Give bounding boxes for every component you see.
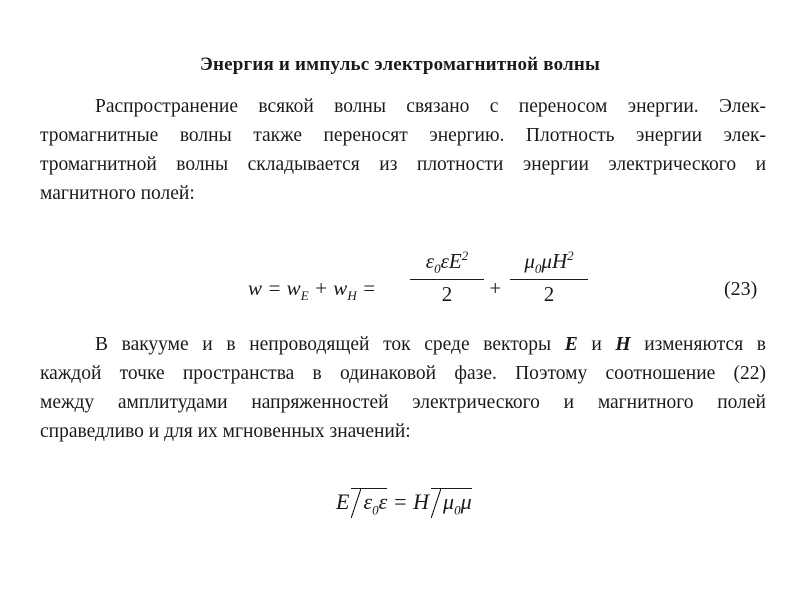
electric-energy-fraction: $\varepsilon_0\varepsilon E^2$ 2 <box>410 248 484 307</box>
equation-number: (23) <box>724 278 758 300</box>
paragraph-2-line: справедливо и для их мгновенных значений: <box>40 421 411 442</box>
vector-e: E <box>564 334 578 355</box>
paragraph-2-line: между амплитудами напряженностей электрического и магнитного полей <box>40 392 766 413</box>
energy-density-equation <box>248 248 668 322</box>
vector-h: H <box>615 334 631 355</box>
page-title: Энергия и импульс электромагнитной волны <box>199 54 601 75</box>
sqrt-eps: $\varepsilon_0\varepsilon$ <box>351 488 387 523</box>
paragraph-2-line: В вакууме и в непроводящей ток среде векторы E и H изменяются в <box>95 334 766 355</box>
paragraph-1-line: тромагнитные волны также переносят энергию. Плотность энергии элек- <box>40 125 766 146</box>
paragraph-2 <box>40 330 766 446</box>
magnetic-energy-fraction: $\mu_0\mu H^2$ 2 <box>510 248 588 307</box>
paragraph-1-line: магнитного полей: <box>40 183 195 204</box>
paragraph-2-line: каждой точке пространства в одинаковой фазе. Поэтому соотношение (22) <box>40 363 766 384</box>
field-relation-equation: E $\varepsilon_0\varepsilon = H$ $\mu_0\mu$ <box>336 488 472 523</box>
paragraph-1-line: Распространение всякой волны связано с переносом энергии. Элек- <box>95 96 766 117</box>
sqrt-mu: $\mu_0\mu$ <box>431 488 472 523</box>
paragraph-1-line: тромагнитной волны складывается из плотности энергии электрического и <box>40 154 766 175</box>
equation-plus: + <box>488 276 503 300</box>
equation-lhs: $w = w_E + w_H$ = <box>248 276 377 304</box>
paragraph-1 <box>40 92 766 208</box>
